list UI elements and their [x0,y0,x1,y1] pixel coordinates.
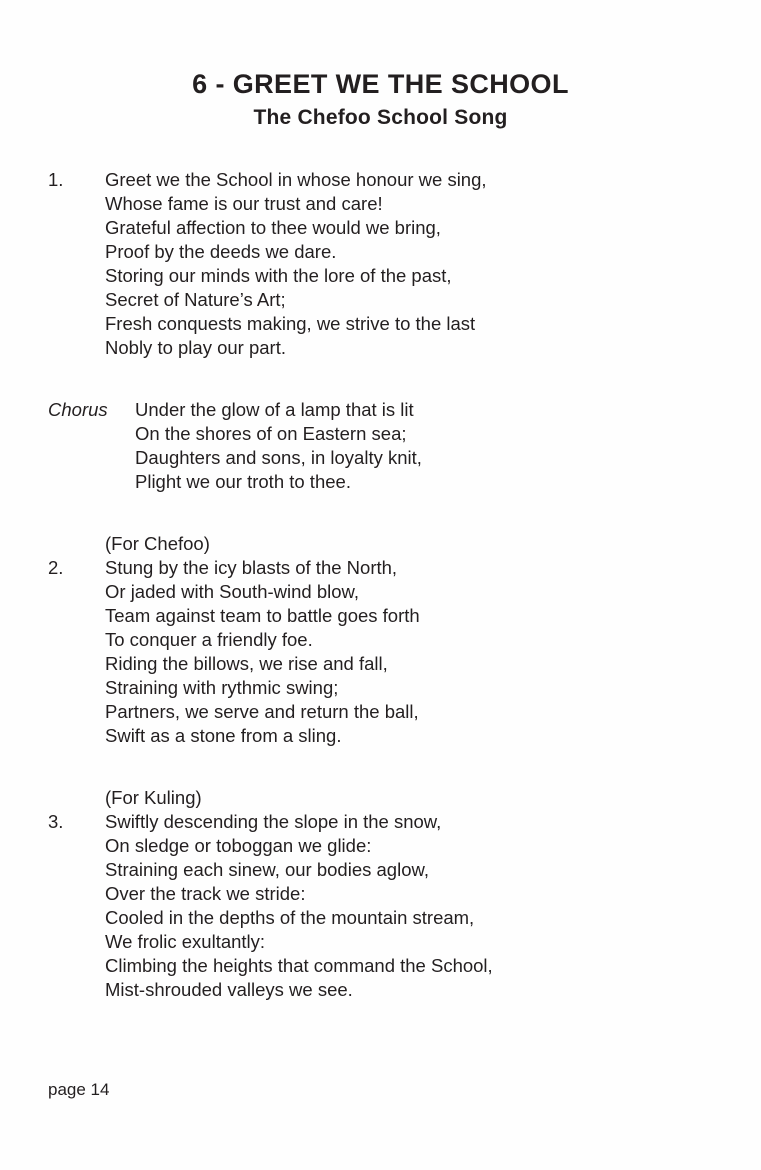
lyric-line: Secret of Nature’s Art; [105,289,286,310]
lyric-line: Straining with rythmic swing; [105,677,339,698]
lyric-line: Riding the billows, we rise and fall, [105,653,388,674]
lyric-line: Or jaded with South-wind blow, [105,581,359,602]
lyric-line-row [48,240,688,264]
verse-number: 1. [48,169,64,190]
lyric-line: Daughters and sons, in loyalty knit, [135,447,422,468]
stanza-note-row [48,786,688,810]
lyric-line: Greet we the School in whose honour we sing, [105,169,487,190]
verse-stanza [48,786,688,1002]
lyric-line: Whose fame is our trust and care! [105,193,383,214]
lyric-line-row [48,882,688,906]
lyric-line: Under the glow of a lamp that is lit [135,399,414,420]
chorus-label: Chorus [48,399,108,420]
verse-number: 3. [48,811,64,832]
lyric-line-row [48,676,688,700]
lyric-line-row [48,216,688,240]
lyric-line: Fresh conquests making, we strive to the last [105,313,476,334]
lyric-line-row [48,264,688,288]
stanza-note: (For Chefoo) [105,533,210,554]
lyric-line: Proof by the deeds we dare. [105,241,337,262]
lyric-line: Partners, we serve and return the ball, [105,701,419,722]
lyric-line-row [48,556,688,580]
lyric-line-row [48,192,688,216]
lyric-line: Swiftly descending the slope in the snow, [105,811,442,832]
lyric-line: Grateful affection to thee would we bring, [105,217,441,238]
verse-stanza [48,532,688,748]
lyric-line-row [48,906,688,930]
lyric-line-row [48,580,688,604]
lyric-line-row [48,604,688,628]
lyric-line: Over the track we stride: [105,883,306,904]
lyric-line-row [48,978,688,1002]
lyric-line-row [48,422,688,446]
lyric-line: Swift as a stone from a sling. [105,725,342,746]
lyric-line: On sledge or toboggan we glide: [105,835,372,856]
title-block [0,68,761,131]
lyric-line: On the shores of on Eastern sea; [135,423,407,444]
lyric-line: Stung by the icy blasts of the North, [105,557,398,578]
lyric-line-row [48,834,688,858]
lyric-line-row [48,930,688,954]
lyric-line-row [48,446,688,470]
chorus-stanza [48,398,688,494]
page-subtitle: The Chefoo School Song [253,106,508,129]
lyric-line-row [48,336,688,360]
lyric-line: Cooled in the depths of the mountain stream, [105,907,475,928]
lyric-line: We frolic exultantly: [105,931,266,952]
lyric-line-row [48,954,688,978]
lyric-line-row [48,312,688,336]
lyric-line: To conquer a friendly foe. [105,629,313,650]
stanza-note-row [48,532,688,556]
lyric-line: Plight we our troth to thee. [135,471,351,492]
lyric-line-row [48,628,688,652]
lyric-line: Nobly to play our part. [105,337,286,358]
verse-stanza [48,168,688,360]
lyric-line: Team against team to battle goes forth [105,605,420,626]
lyric-line-row [48,724,688,748]
lyric-line-row [48,168,688,192]
page-footer: page 14 [48,1080,110,1099]
lyric-line: Climbing the heights that command the School, [105,955,493,976]
lyric-line-row [48,470,688,494]
lyric-line-row [48,858,688,882]
lyric-line-row [48,652,688,676]
lyric-line-row [48,398,688,422]
lyric-line: Straining each sinew, our bodies aglow, [105,859,429,880]
lyric-line-row [48,810,688,834]
verse-number: 2. [48,557,64,578]
page-title: 6 - GREET WE THE SCHOOL [192,69,569,99]
lyric-line-row [48,288,688,312]
stanza-note: (For Kuling) [105,787,202,808]
lyric-line-row [48,700,688,724]
lyrics-body [48,168,688,1002]
lyric-line: Mist-shrouded valleys we see. [105,979,353,1000]
lyric-line: Storing our minds with the lore of the past, [105,265,452,286]
